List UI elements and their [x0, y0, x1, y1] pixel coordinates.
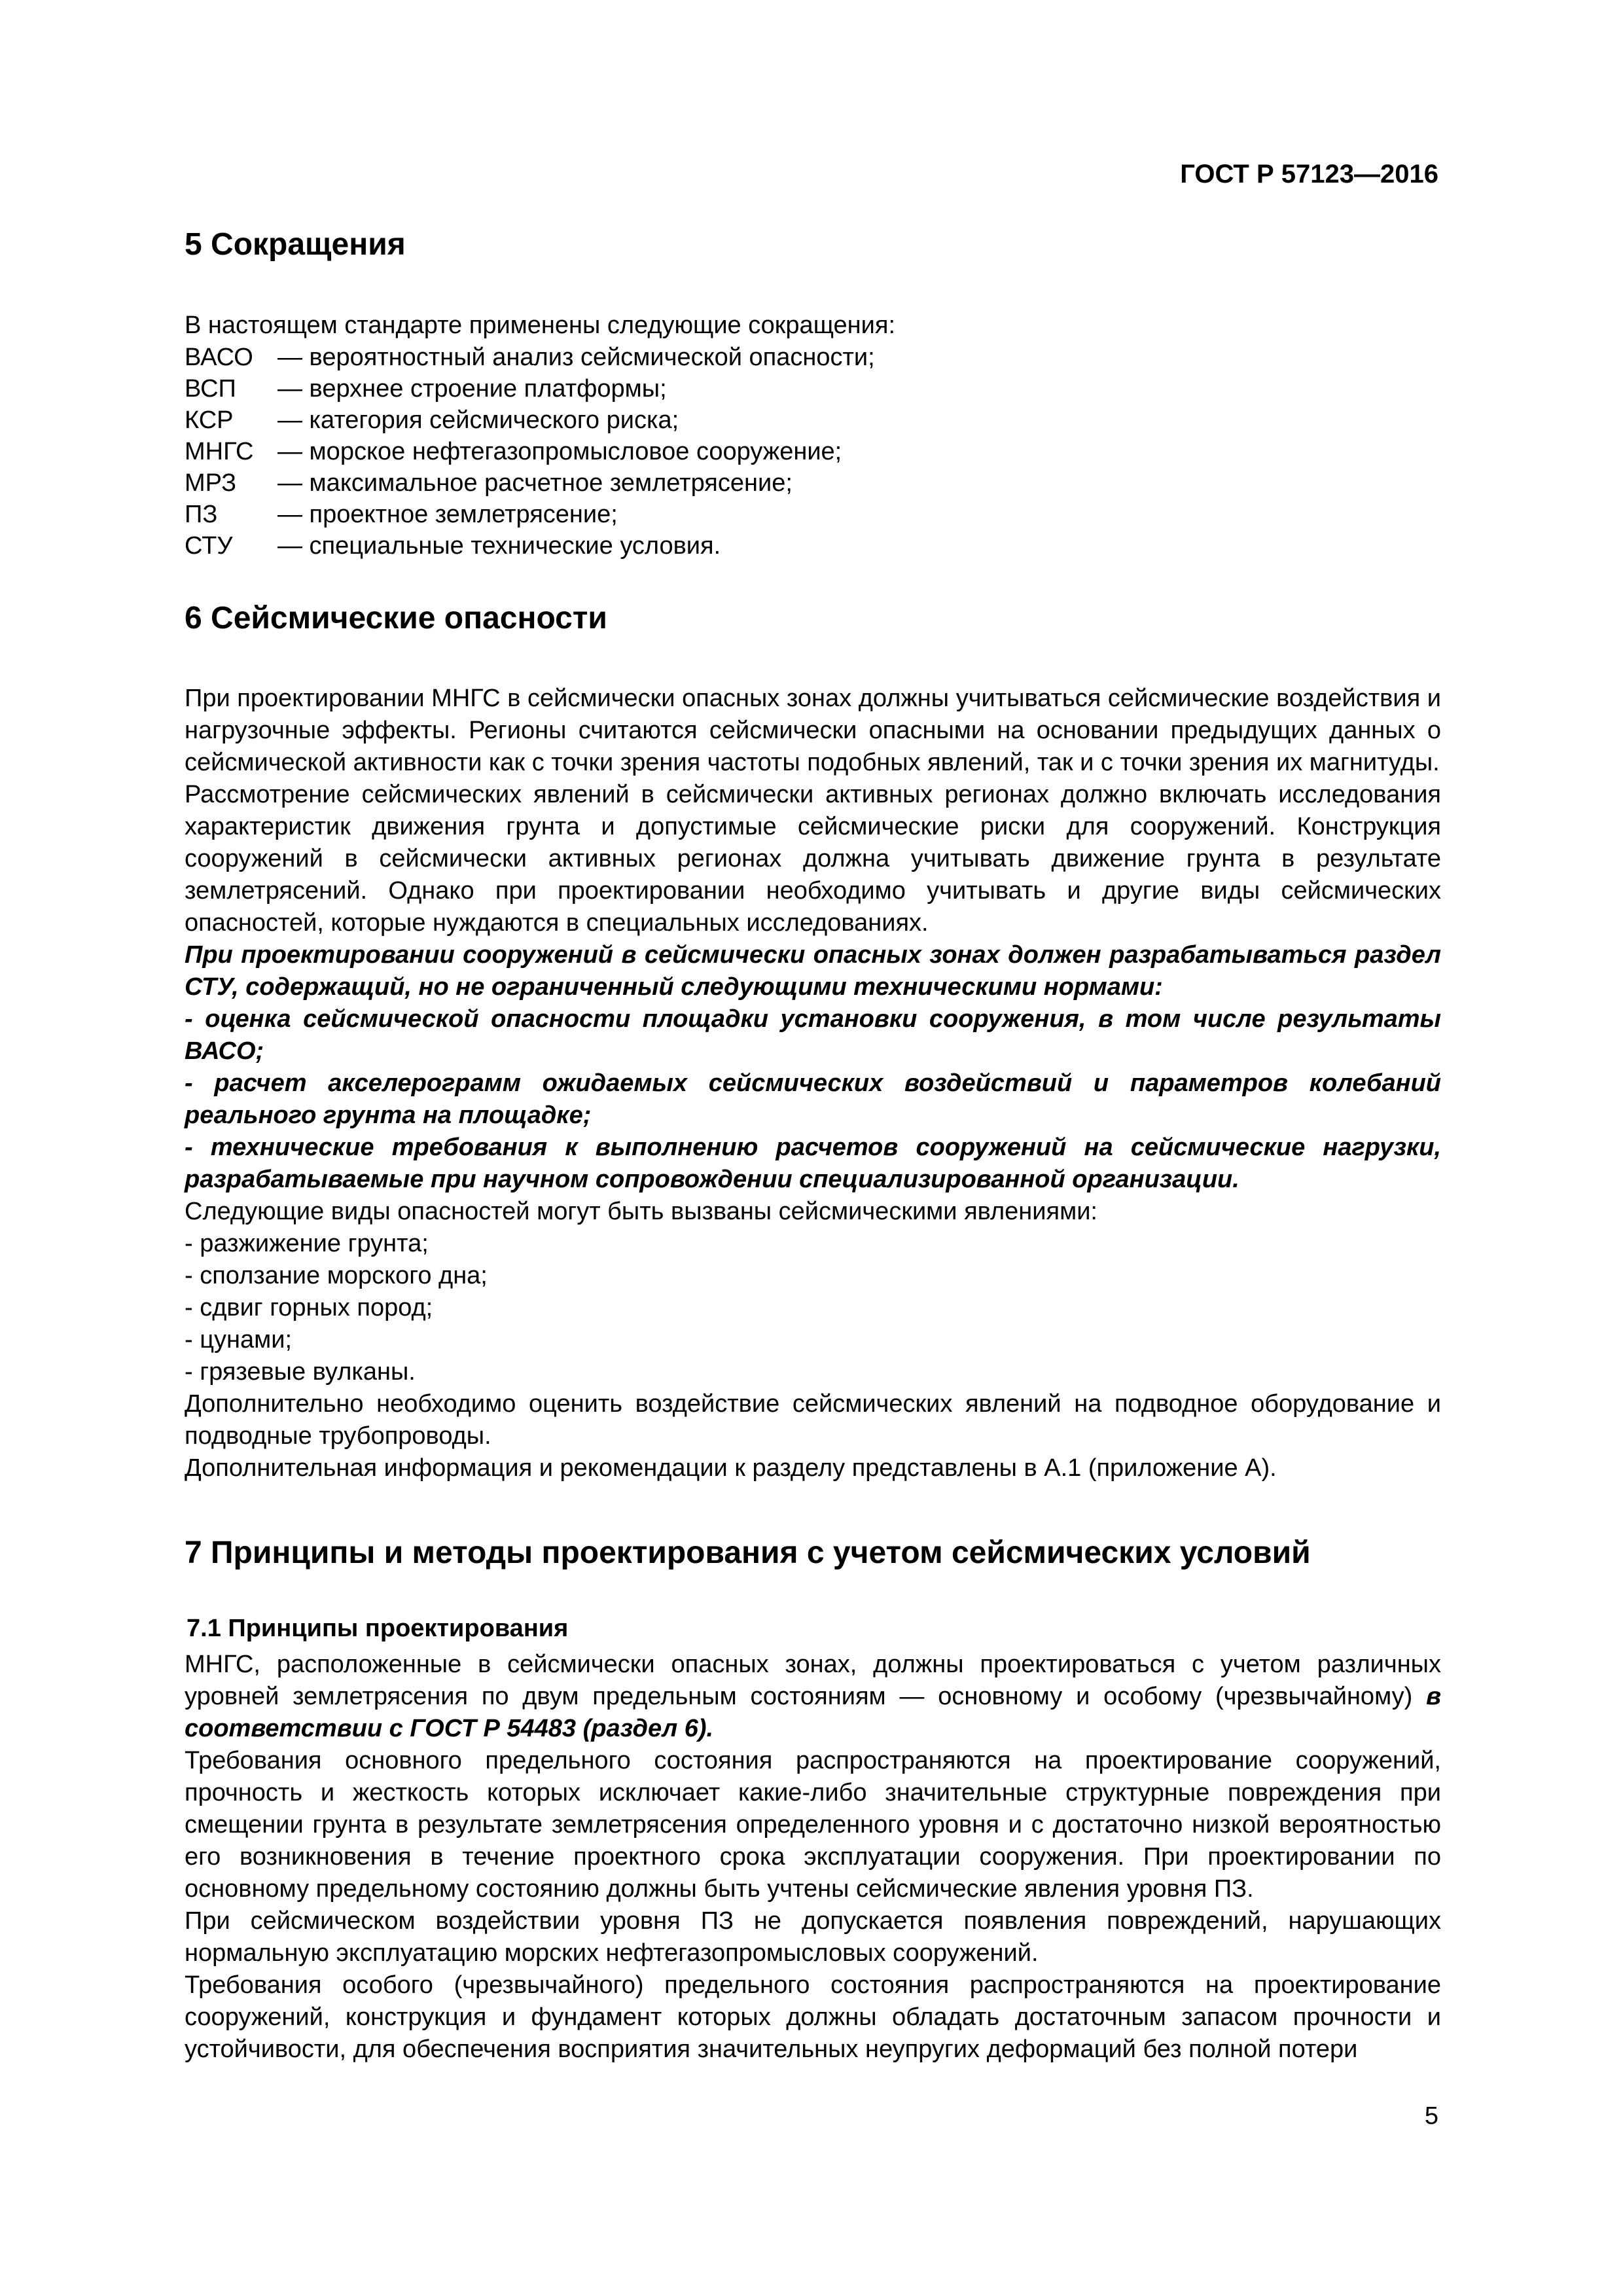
abbreviation-code: СТУ: [185, 531, 233, 560]
abbreviation-code: ПЗ: [185, 500, 218, 528]
paragraph: Следующие виды опасностей могут быть вызваны сейсмическими явлениями:: [185, 1198, 1097, 1226]
paragraph-text: МНГС, расположенные в сейсмически опасных зонах, должны проектироваться с учетом различных уровней землетрясения по двум предельным состояниям — основному и особому (чрезвычайному): [185, 1651, 1441, 1711]
gost-reference: в соответствии с ГОСТ Р 54483 (раздел 6).: [185, 1683, 1442, 1743]
paragraph: Дополнительно необходимо оценить воздействие сейсмических явлений на подводное оборудование и подводные трубопроводы.: [185, 1390, 1441, 1450]
paragraph: Рассмотрение сейсмических явлений в сейсмически активных регионах должно включать исследования характеристик движения грунта и допустимые сейсмические риски для сооружений. Конструкция сооружений в сейсмически активных регионах должна учитывать движение грунта в результате землетрясений. Однако при проектировании необходимо учитывать и другие виды сейсмических опасностей, которые нуждаются в специальных исследованиях.: [185, 781, 1441, 937]
abbreviation-definition: — морское нефтегазопромысловое сооружение;: [277, 437, 842, 465]
paragraph: При проектировании МНГС в сейсмически опасных зонах должны учитываться сейсмические воздействия и нагрузочные эффекты. Регионы считаются сейсмически опасными на основании предыдущих данных о сейсмической активности как с точки зрения частоты подобных явлений, так и с точки зрения их магнитуды.: [185, 685, 1441, 777]
document-code: ГОСТ Р 57123—2016: [1180, 160, 1438, 188]
bold-list-item: - расчет акселерограмм ожидаемых сейсмических воздействий и параметров колебаний реального грунта на площадке;: [185, 1069, 1441, 1130]
abbreviation-definition: — проектное землетрясение;: [277, 500, 618, 528]
section-5-title: 5 Сокращения: [185, 227, 406, 262]
abbreviation-code: МНГС: [185, 437, 254, 465]
abbreviation-item: [185, 499, 1441, 530]
section-7-body: [185, 1649, 1441, 2066]
hazard-item: - грязевые вулканы.: [185, 1358, 416, 1386]
abbreviation-item: [185, 342, 1441, 373]
bold-paragraph: При проектировании сооружений в сейсмически опасных зонах должен разрабатываться раздел СТУ, содержащий, но не ограниченный следующими техническими нормами:: [185, 941, 1441, 1001]
page-content: [185, 226, 1441, 2066]
abbreviation-definition: — максимальное расчетное землетрясение;: [277, 469, 793, 497]
abbreviation-item: [185, 404, 1441, 436]
paragraph: [185, 1649, 1441, 1745]
abbreviation-list: [185, 342, 1441, 562]
paragraph: Требования основного предельного состояния распространяются на проектирование сооружений, прочность и жесткость которых исключает какие-либо значительные структурные повреждения при смещении грунта в результате землетрясения определенного уровня и с достаточно низкой вероятностью его возникновения в течение проектного срока эксплуатации сооружения. При проектировании по основному предельному состоянию должны быть учтены сейсмические явления уровня ПЗ.: [185, 1747, 1441, 1903]
bold-list-item: - технические требования к выполнению расчетов сооружений на сейсмические нагрузки, разрабатываемые при научном сопровождении специализированной организации.: [185, 1134, 1441, 1194]
abbreviation-definition: — верхнее строение платформы;: [277, 374, 667, 403]
hazard-item: - разжижение грунта;: [185, 1230, 429, 1258]
hazard-item: - сдвиг горных пород;: [185, 1294, 433, 1322]
abbreviation-item: [185, 530, 1441, 562]
section-6-title: 6 Сейсмические опасности: [185, 600, 607, 636]
section-5-intro: В настоящем стандарте применены следующие сокращения:: [185, 311, 896, 339]
abbreviation-code: МРЗ: [185, 469, 237, 497]
section-7-title: 7 Принципы и методы проектирования с учетом сейсмических условий: [185, 1535, 1311, 1571]
hazard-item: - сползание морского дна;: [185, 1262, 488, 1290]
paragraph: Требования особого (чрезвычайного) предельного состояния распространяются на проектирование сооружений, конструкция и фундамент которых должны обладать достаточным запасом прочности и устойчивости, для обеспечения восприятия значительных неупругих деформаций без полной потери: [185, 1971, 1441, 2064]
hazard-item: - цунами;: [185, 1326, 293, 1354]
section-6-body: [185, 683, 1441, 1484]
bold-list-item: - оценка сейсмической опасности площадки установки сооружения, в том числе результаты ВАСО;: [185, 1005, 1441, 1066]
abbreviation-item: [185, 436, 1441, 467]
paragraph: Дополнительная информация и рекомендации к разделу представлены в А.1 (приложение А).: [185, 1454, 1277, 1482]
page-number: 5: [1424, 2102, 1438, 2130]
abbreviation-code: ВСП: [185, 374, 236, 403]
abbreviation-item: [185, 373, 1441, 404]
subsection-7-1-title: 7.1 Принципы проектирования: [187, 1614, 569, 1642]
abbreviation-definition: — вероятностный анализ сейсмической опасности;: [277, 343, 875, 371]
abbreviation-definition: — категория сейсмического риска;: [277, 406, 679, 434]
paragraph: При сейсмическом воздействии уровня ПЗ не допускается появления повреждений, нарушающих нормальную эксплуатацию морских нефтегазопромысловых сооружений.: [185, 1907, 1441, 1967]
abbreviation-definition: — специальные технические условия.: [277, 531, 721, 560]
abbreviation-item: [185, 467, 1441, 499]
abbreviation-code: ВАСО: [185, 343, 253, 371]
abbreviation-code: КСР: [185, 406, 234, 434]
